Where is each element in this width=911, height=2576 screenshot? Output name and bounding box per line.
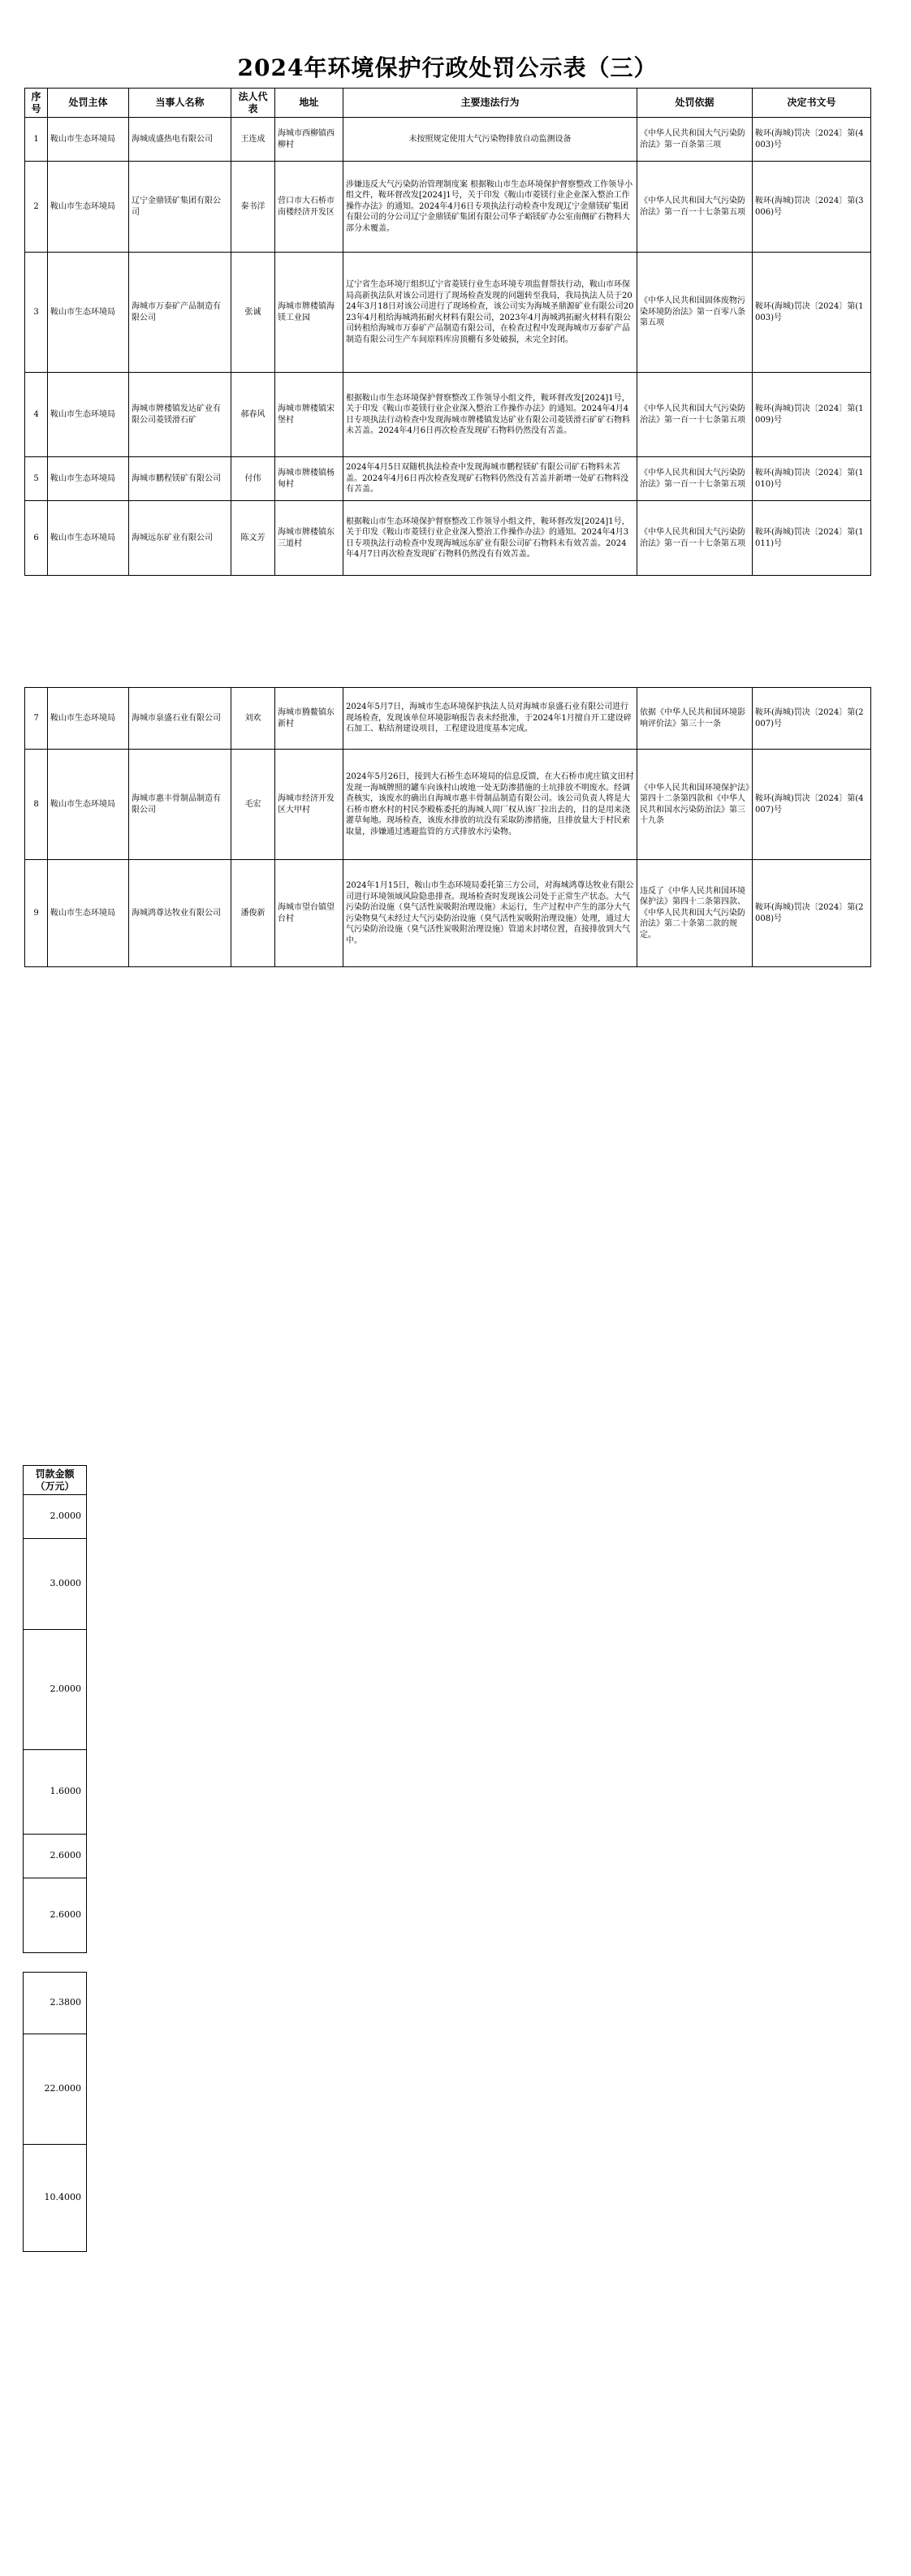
header-violation: 主要违法行为 bbox=[343, 89, 637, 118]
cell-legal-rep: 王连成 bbox=[231, 118, 275, 162]
table-row bbox=[24, 1878, 87, 1953]
cell-legal-rep: 秦书洋 bbox=[231, 162, 275, 253]
cell-party: 海城市牌楼镇发达矿业有限公司菱镁滑石矿 bbox=[129, 373, 231, 457]
cell-basis: 《中华人民共和国大气污染防治法》第一百条第三项 bbox=[637, 118, 753, 162]
cell-authority: 鞍山市生态环境局 bbox=[48, 373, 129, 457]
cell-authority: 鞍山市生态环境局 bbox=[48, 750, 129, 860]
cell-legal-rep: 张诚 bbox=[231, 253, 275, 373]
header-address: 地址 bbox=[275, 89, 343, 118]
penalty-table-part-1 bbox=[24, 88, 871, 576]
cell-address: 海城市牌楼镇东三道村 bbox=[275, 501, 343, 576]
table-row bbox=[24, 1495, 87, 1539]
cell-seq: 4 bbox=[25, 373, 48, 457]
cell-legal-rep: 付伟 bbox=[231, 457, 275, 501]
cell-violation: 未按照规定使用大气污染物排放自动监测设备 bbox=[343, 118, 637, 162]
cell-address: 海城市牌楼镇宋堡村 bbox=[275, 373, 343, 457]
fine-amount-table-part-1 bbox=[23, 1465, 87, 1953]
table-row bbox=[24, 1630, 87, 1750]
cell-basis: 《中华人民共和国大气污染防治法》第一百一十七条第五项 bbox=[637, 457, 753, 501]
cell-decision-no: 鞍环(海城)罚决〔2024〕第(4007)号 bbox=[753, 750, 871, 860]
cell-address: 海城市牌楼镇杨甸村 bbox=[275, 457, 343, 501]
cell-authority: 鞍山市生态环境局 bbox=[48, 688, 129, 750]
cell-seq: 5 bbox=[25, 457, 48, 501]
header-fine: 罚款金额（万元） bbox=[24, 1466, 87, 1495]
header-row bbox=[24, 1466, 87, 1495]
fine-amount-table-part-2 bbox=[23, 1972, 87, 2252]
table-row bbox=[24, 1539, 87, 1630]
cell-violation: 根据鞍山市生态环境保护督察整改工作领导小组文件，鞍环督改发[2024]1号，关于印发《鞍山市菱镁行业企业深入整治工作操作办法》的通知。2024年4月3日专项执法行动检查中发现海城远东矿业有限公司矿石物料未有效苫盖。2024年4月7日再次检查发现矿石物料仍然没有有效苫盖。 bbox=[343, 501, 637, 576]
table-row bbox=[24, 1750, 87, 1835]
table-row bbox=[25, 253, 871, 373]
cell-fine: 1.6000 bbox=[24, 1750, 87, 1835]
cell-address: 海城市腾鳌镇东新村 bbox=[275, 688, 343, 750]
cell-party: 海城远东矿业有限公司 bbox=[129, 501, 231, 576]
cell-fine: 22.0000 bbox=[24, 2034, 87, 2145]
cell-party: 海城市泉盛石业有限公司 bbox=[129, 688, 231, 750]
cell-decision-no: 鞍环(海城)罚决〔2024〕第(3006)号 bbox=[753, 162, 871, 253]
header-decision-no: 决定书文号 bbox=[753, 89, 871, 118]
cell-authority: 鞍山市生态环境局 bbox=[48, 162, 129, 253]
cell-legal-rep: 潘俊新 bbox=[231, 860, 275, 967]
table-row bbox=[24, 1835, 87, 1878]
header-basis: 处罚依据 bbox=[637, 89, 753, 118]
cell-address: 海城市经济开发区大甲村 bbox=[275, 750, 343, 860]
cell-fine: 2.0000 bbox=[24, 1630, 87, 1750]
cell-fine: 10.4000 bbox=[24, 2145, 87, 2252]
cell-basis: 违反了《中华人民共和国环境保护法》第四十二条第四款、《中华人民共和国大气污染防治法》第二十条第二款的规定。 bbox=[637, 860, 753, 967]
cell-legal-rep: 毛宏 bbox=[231, 750, 275, 860]
cell-violation: 2024年5月26日，接到大石桥生态环境局的信息反馈，在大石桥市虎庄镇文田村发现一海城牌照的罐车向该村山坡地一处无防渗措施的土坑排放不明废水。经调查核实，该废水的确出自海城市惠丰骨制品制造有限公司。该公司负责人将是大石桥市磨水村的村民李殿栋委托的海城人周厂权从该厂拉出去的，目的是用来浇灌草甸地。现场检查，该废水排放的坑没有采取防渗措施，且排放量大于村民索取量，涉嫌通过逃避监管的方式排放水污染物。 bbox=[343, 750, 637, 860]
cell-seq: 7 bbox=[25, 688, 48, 750]
header-party: 当事人名称 bbox=[129, 89, 231, 118]
cell-basis: 《中华人民共和国大气污染防治法》第一百一十七条第五项 bbox=[637, 501, 753, 576]
cell-authority: 鞍山市生态环境局 bbox=[48, 118, 129, 162]
header-legal-rep: 法人代表 bbox=[231, 89, 275, 118]
cell-violation: 根据鞍山市生态环境保护督察整改工作领导小组文件，鞍环督改发[2024]1号，关于印发《鞍山市菱镁行业企业深入整治工作操作办法》的通知。2024年4月4日专项执法行动检查中发现海城市牌楼镇发达矿业有限公司菱镁滑石矿矿石物料未苫盖。2024年4月6日再次检查发现矿石物料仍然没有苫盖。 bbox=[343, 373, 637, 457]
table-row bbox=[25, 118, 871, 162]
cell-violation: 2024年5月7日，海城市生态环境保护执法人员对海城市泉盛石业有限公司进行现场检查，发现该单位环境影响报告表未经批准，于2024年1月擅自开工建设碎石加工、粘结剂建设项目，工程建设进度基本完成。 bbox=[343, 688, 637, 750]
cell-authority: 鞍山市生态环境局 bbox=[48, 501, 129, 576]
cell-party: 海城成盛热电有限公司 bbox=[129, 118, 231, 162]
cell-fine: 3.0000 bbox=[24, 1539, 87, 1630]
cell-decision-no: 鞍环(海城)罚决〔2024〕第(2008)号 bbox=[753, 860, 871, 967]
table-row bbox=[25, 457, 871, 501]
cell-seq: 3 bbox=[25, 253, 48, 373]
header-authority: 处罚主体 bbox=[48, 89, 129, 118]
table-row bbox=[25, 750, 871, 860]
header-seq: 序号 bbox=[25, 89, 48, 118]
cell-fine: 2.6000 bbox=[24, 1878, 87, 1953]
cell-address: 营口市大石桥市南楼经济开发区 bbox=[275, 162, 343, 253]
cell-legal-rep: 郝春风 bbox=[231, 373, 275, 457]
cell-decision-no: 鞍环(海城)罚决〔2024〕第(4003)号 bbox=[753, 118, 871, 162]
cell-address: 海城市牌楼镇海镁工业园 bbox=[275, 253, 343, 373]
cell-seq: 1 bbox=[25, 118, 48, 162]
cell-seq: 2 bbox=[25, 162, 48, 253]
cell-party: 海城市鹏程镁矿有限公司 bbox=[129, 457, 231, 501]
cell-authority: 鞍山市生态环境局 bbox=[48, 253, 129, 373]
table-row bbox=[24, 2034, 87, 2145]
table-row bbox=[25, 501, 871, 576]
cell-legal-rep: 陈文芳 bbox=[231, 501, 275, 576]
table-row bbox=[24, 1973, 87, 2034]
cell-fine: 2.6000 bbox=[24, 1835, 87, 1878]
cell-decision-no: 鞍环(海城)罚决〔2024〕第(1009)号 bbox=[753, 373, 871, 457]
cell-address: 海城市望台镇望台村 bbox=[275, 860, 343, 967]
cell-violation: 辽宁省生态环境厅组织辽宁省菱镁行业生态环境专项监督帮扶行动，鞍山市环保局高新执法队对该公司进行了现场检查发现的问题转至我局，我局执法人员于2024年3月18日对该公司进行了现场检查，该公司实为海城圣鼎源矿业有限公司2023年4月租给海城鸿拓耐火材料有限公司，2023年4月海城鸿拓耐火材料有限公司转租给海城市万泰矿产品制造有限公司，在检查过程中发现海城市万泰矿产品制造有限公司生产车间原料库房顶棚有多处破损，未完全封闭。 bbox=[343, 253, 637, 373]
table-row bbox=[25, 860, 871, 967]
cell-authority: 鞍山市生态环境局 bbox=[48, 457, 129, 501]
cell-seq: 8 bbox=[25, 750, 48, 860]
cell-decision-no: 鞍环(海城)罚决〔2024〕第(1010)号 bbox=[753, 457, 871, 501]
cell-party: 海城鸿尊达牧业有限公司 bbox=[129, 860, 231, 967]
cell-basis: 《中华人民共和国大气污染防治法》第一百一十七条第五项 bbox=[637, 162, 753, 253]
cell-violation: 涉嫌违反大气污染防治管理制度案 根据鞍山市生态环境保护督察整改工作领导小组文件，鞍环督改发[2024]1号，关于印发《鞍山市菱镁行业企业深入整治工作操作办法》的通知。2024年4月6日专项执法行动检查中发现辽宁金鼎镁矿集团有限公司的分公司辽宁金鼎镁矿集团有限公司华子峪镁矿办公室南侧矿石物料大部分未覆盖。 bbox=[343, 162, 637, 253]
header-row bbox=[25, 89, 871, 118]
cell-authority: 鞍山市生态环境局 bbox=[48, 860, 129, 967]
cell-legal-rep: 刘欢 bbox=[231, 688, 275, 750]
cell-party: 海城市万泰矿产品制造有限公司 bbox=[129, 253, 231, 373]
cell-fine: 2.0000 bbox=[24, 1495, 87, 1539]
cell-violation: 2024年4月5日双随机执法检查中发现海城市鹏程镁矿有限公司矿石物料未苫盖。2024年4月6日再次检查发现矿石物料仍然没有苫盖并新增一处矿石物料没有苫盖。 bbox=[343, 457, 637, 501]
cell-party: 辽宁金鼎镁矿集团有限公司 bbox=[129, 162, 231, 253]
cell-basis: 《中华人民共和国固体废物污染环境防治法》第一百零八条第五项 bbox=[637, 253, 753, 373]
cell-fine: 2.3800 bbox=[24, 1973, 87, 2034]
cell-basis: 《中华人民共和国大气污染防治法》第一百一十七条第五项 bbox=[637, 373, 753, 457]
cell-basis: 《中华人民共和国环境保护法》第四十二条第四款和《中华人民共和国水污染防治法》第三十九条 bbox=[637, 750, 753, 860]
cell-violation: 2024年1月15日，鞍山市生态环境局委托第三方公司，对海城鸿尊达牧业有限公司进行环境领域风险隐患排查。现场检查时发现该公司处于正常生产状态。大气污染防治设施（臭气活性炭吸附治理设施）未运行，生产过程中产生的部分大气污染物臭气未经过大气污染防治设施（臭气活性炭吸附治理设施）处理，通过大气污染防治设施（臭气活性炭吸附治理设施）管道末封堵位置，直接排放到大气中。 bbox=[343, 860, 637, 967]
cell-address: 海城市西柳镇西柳村 bbox=[275, 118, 343, 162]
cell-decision-no: 鞍环(海城)罚决〔2024〕第(2007)号 bbox=[753, 688, 871, 750]
penalty-table-part-2 bbox=[24, 687, 871, 967]
table-row bbox=[25, 688, 871, 750]
cell-seq: 6 bbox=[25, 501, 48, 576]
table-row bbox=[24, 2145, 87, 2252]
table-row bbox=[25, 162, 871, 253]
page-title: 2024年环境保护行政处罚公示表（三） bbox=[237, 54, 658, 81]
cell-decision-no: 鞍环(海城)罚决〔2024〕第(1003)号 bbox=[753, 253, 871, 373]
cell-seq: 9 bbox=[25, 860, 48, 967]
table-row bbox=[25, 373, 871, 457]
cell-decision-no: 鞍环(海城)罚决〔2024〕第(1011)号 bbox=[753, 501, 871, 576]
cell-party: 海城市惠丰骨制品制造有限公司 bbox=[129, 750, 231, 860]
cell-basis: 依据《中华人民共和国环境影响评价法》第三十一条 bbox=[637, 688, 753, 750]
